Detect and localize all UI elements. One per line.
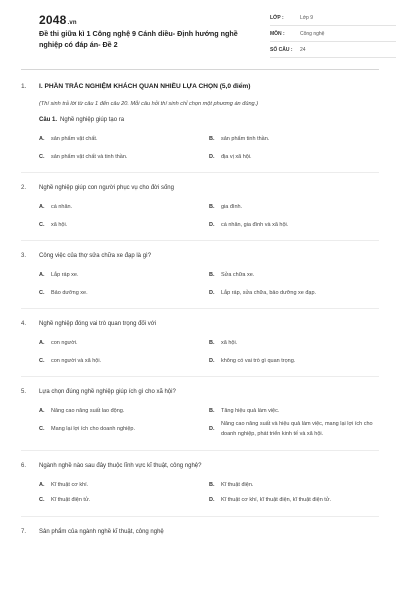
question-stem: 7. Sản phẩm của ngành nghề kĩ thuật, công nghệ xyxy=(21,529,164,535)
option-c[interactable]: C. con người và xã hội. xyxy=(39,358,102,364)
question-6 xyxy=(21,461,379,505)
option-d[interactable]: D. địa vị xã hội. xyxy=(209,154,252,160)
question-7 xyxy=(21,527,379,537)
option-b[interactable]: B. xã hội. xyxy=(209,340,238,346)
options xyxy=(21,407,379,439)
question-5 xyxy=(21,387,379,439)
option-a[interactable]: A. con người. xyxy=(39,340,78,346)
option-b[interactable]: B. sản phẩm tinh thần. xyxy=(209,136,270,142)
question-divider xyxy=(21,240,379,241)
header xyxy=(18,0,382,66)
question-divider xyxy=(21,516,379,517)
question-list xyxy=(21,76,379,537)
option-a[interactable]: A. cá nhân. xyxy=(39,204,73,210)
option-b[interactable]: B. Kĩ thuật điện. xyxy=(209,482,254,488)
question-stem: Câu 1. Nghề nghiệp giúp tạo ra xyxy=(39,117,125,123)
option-a[interactable]: A. sản phẩm vật chất. xyxy=(39,136,98,142)
option-d[interactable]: D. Lắp ráp, sửa chữa, bảo dưỡng xe đạp. xyxy=(209,290,317,296)
options xyxy=(21,481,379,505)
option-b[interactable]: B. Tăng hiệu quả làm việc. xyxy=(209,408,280,414)
header-divider xyxy=(21,69,379,70)
option-c[interactable]: C. Kĩ thuật điện tử. xyxy=(39,497,91,503)
question-stem: 6. Ngành nghề nào sau đây thuộc lĩnh vực kĩ thuật, công nghệ? xyxy=(21,463,202,469)
question-4 xyxy=(21,319,379,365)
option-c[interactable]: C. Bảo dưỡng xe. xyxy=(39,290,88,296)
options xyxy=(21,135,379,161)
section-heading: 1. I. PHẦN TRẮC NGHIỆM KHÁCH QUAN NHIỀU LỰA CHỌN (5,0 điểm) xyxy=(21,82,251,90)
option-b[interactable]: B. gia đình. xyxy=(209,204,243,210)
option-d[interactable]: D. Kĩ thuật cơ khí, kĩ thuật điện, kĩ thuật điện tử. xyxy=(209,497,332,503)
options xyxy=(21,271,379,297)
question-divider xyxy=(21,172,379,173)
option-a[interactable]: A. Lắp ráp xe. xyxy=(39,272,79,278)
option-c[interactable]: C. xã hội. xyxy=(39,222,68,228)
question-1 xyxy=(21,115,379,161)
question-divider xyxy=(21,376,379,377)
option-c[interactable]: C. Mang lại lợi ích cho doanh nghiệp. xyxy=(39,426,136,432)
question-stem: 4. Nghề nghiệp đóng vai trò quan trọng đối với xyxy=(21,321,157,327)
question-3 xyxy=(21,251,379,297)
meta-row-count: SỐ CÂU : 24 xyxy=(270,42,396,58)
site-logo[interactable]: 2048.vn xyxy=(39,13,77,27)
option-b[interactable]: B. Sửa chữa xe. xyxy=(209,272,255,278)
meta-row-class: LỚP : Lớp 9 xyxy=(270,10,396,26)
options xyxy=(21,339,379,365)
meta-table xyxy=(270,10,396,58)
section-instruction: (Thí sinh trả lời từ câu 1 đến câu 20. Mỗi câu hỏi thí sinh chỉ chọn một phương án đúng.) xyxy=(39,101,259,107)
option-a[interactable]: A. Nâng cao năng suất lao động. xyxy=(39,408,125,414)
option-d[interactable]: D. Nâng cao năng suất và hiệu quả làm việc, mang lại lợi ích cho doanh nghiệp, phát triển kinh tế và xã hội. xyxy=(209,421,373,437)
question-2 xyxy=(21,183,379,229)
document-title: Đề thi giữa kì 1 Công nghệ 9 Cánh diều- Định hướng nghề nghiệp có đáp án- Đề 2 xyxy=(39,29,238,49)
option-d[interactable]: D. không có vai trò gì quan trọng. xyxy=(209,358,296,364)
option-a[interactable]: A. Kĩ thuật cơ khí. xyxy=(39,482,89,488)
question-stem: 5. Lựa chọn đúng nghề nghiệp giúp ích gì cho xã hội? xyxy=(21,389,176,395)
meta-row-subject: MÔN : Công nghệ xyxy=(270,26,396,42)
question-divider xyxy=(21,308,379,309)
question-stem: 3. Công việc của thợ sửa chữa xe đạp là gì? xyxy=(21,253,152,259)
question-divider xyxy=(21,450,379,451)
option-c[interactable]: C. sản phẩm vật chất và tinh thần. xyxy=(39,154,128,160)
question-stem: 2. Nghề nghiệp giúp con người phục vụ cho đời sống xyxy=(21,185,174,191)
options xyxy=(21,203,379,229)
option-d[interactable]: D. cá nhân, gia đình và xã hội. xyxy=(209,222,289,228)
